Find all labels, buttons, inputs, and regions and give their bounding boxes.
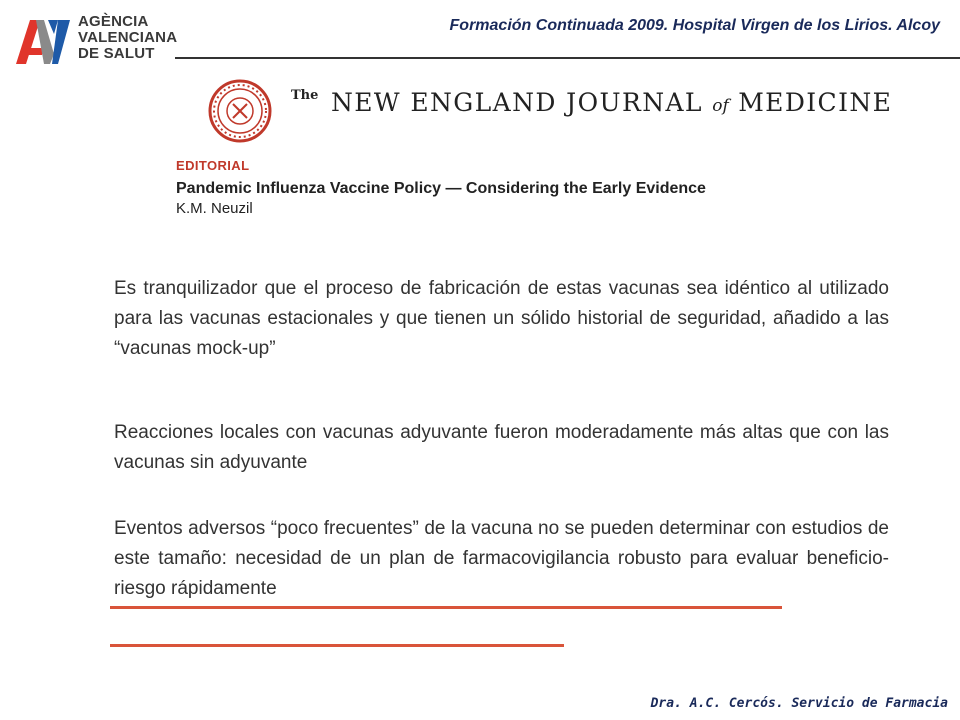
logo-line-1: AGÈNCIA: [78, 13, 149, 30]
agencia-valenciana-logo: [14, 6, 189, 72]
editorial-section-label: EDITORIAL: [176, 158, 250, 173]
highlight-underline: [110, 606, 782, 609]
logo-text: [78, 14, 177, 62]
header-divider: [175, 57, 960, 59]
logo-line-3: DE SALUT: [78, 45, 155, 62]
paragraph-safety: Es tranquilizador que el proceso de fabricación de estas vacunas sea idéntico al utilizado para las vacunas estacionales y que tienen un sólido historial de seguridad, añadido a las “vacunas mock-up”: [114, 278, 889, 359]
article-author: K.M. Neuzil: [176, 200, 253, 217]
journal-the: The: [291, 88, 319, 103]
course-header-title: Formación Continuada 2009. Hospital Virgen de los Lirios. Alcoy: [449, 17, 940, 34]
journal-name-part2: MEDICINE: [738, 88, 893, 117]
journal-of: of: [712, 96, 729, 116]
paragraph-local-reactions: Reacciones locales con vacunas adyuvante fueron moderadamente más altas que con las vacunas sin adyuvante: [114, 422, 889, 473]
av-logo-mark-icon: [14, 10, 74, 70]
logo-line-2: VALENCIANA: [78, 29, 178, 46]
article-title: Pandemic Influenza Vaccine Policy — Considering the Early Evidence: [176, 180, 706, 197]
journal-name-part1: NEW ENGLAND JOURNAL: [331, 88, 703, 117]
nejm-seal-icon: [207, 78, 273, 144]
journal-name: [331, 88, 892, 117]
highlight-underline-short: [110, 644, 564, 647]
footer-credit: Dra. A.C. Cercós. Servicio de Farmacia: [650, 696, 948, 711]
paragraph-adverse-events: Eventos adversos “poco frecuentes” de la vacuna no se pueden determinar con estudios de este tamaño: necesidad de un plan de farmacovigilancia robusto para evaluar beneficio-riesgo rápidamente: [114, 518, 889, 599]
